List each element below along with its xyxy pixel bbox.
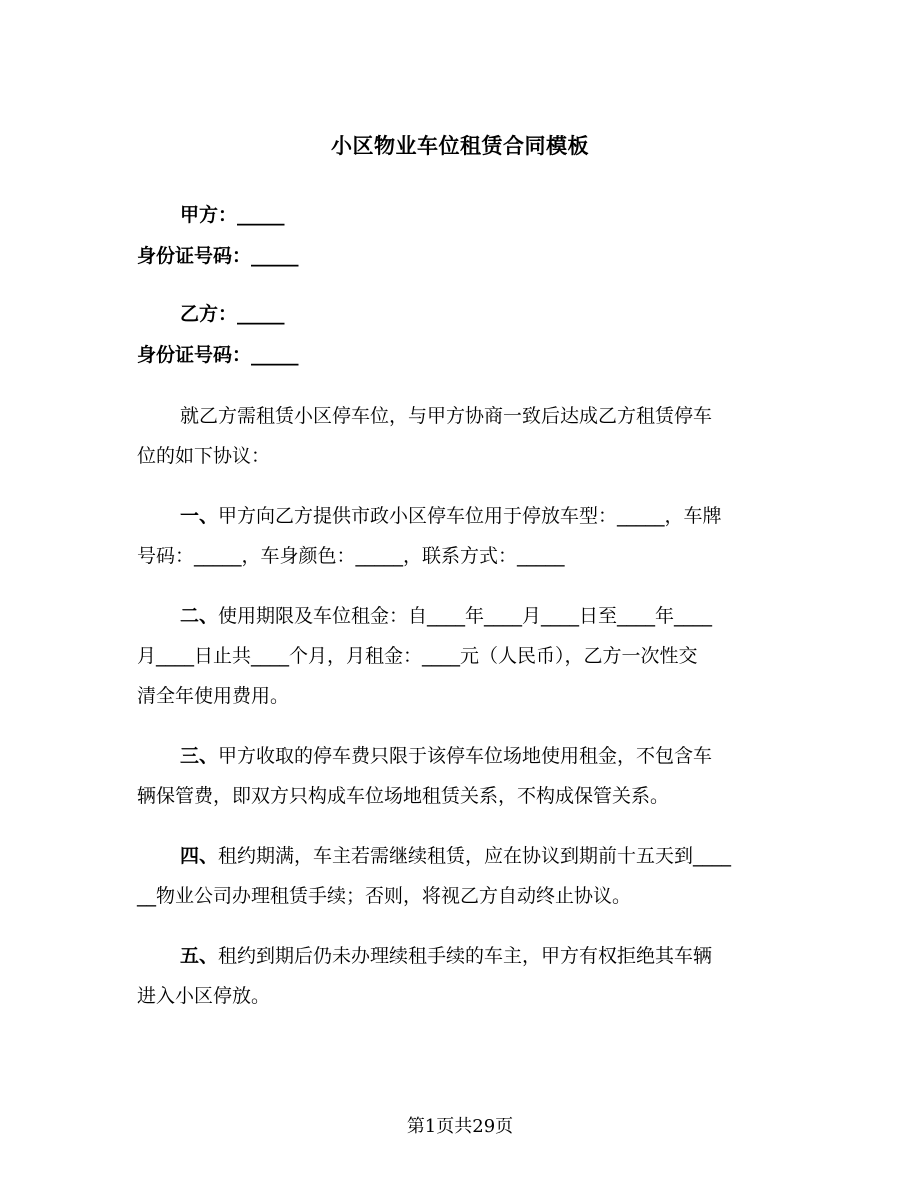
party-b-line [180, 301, 285, 327]
clause-2-line-1 [180, 603, 712, 629]
clause-2-number: 二、 [180, 605, 219, 627]
party-b-id-label: 身份证号码： [137, 344, 252, 366]
party-a-id-label: 身份证号码： [137, 245, 252, 267]
clause-1-line-2: 号码：_____，车身颜色：_____，联系方式：_____ [137, 545, 565, 567]
clause-2-line-2: 月____日止共____个月，月租金：____元（人民币），乙方一次性交 [137, 645, 698, 667]
party-a-line [180, 202, 285, 228]
clause-1-number: 一、 [180, 505, 219, 527]
clause-2-text: 使用期限及车位租金：自____年____月____日至____年____ [218, 605, 713, 627]
clause-5-text: 租约到期后仍未办理续租手续的车主，甲方有权拒绝其车辆 [218, 945, 713, 967]
intro-line-1: 就乙方需租赁小区停车位，与甲方协商一致后达成乙方租赁停车 [180, 405, 713, 427]
clause-3-number: 三、 [180, 745, 219, 767]
clause-5-number: 五、 [180, 945, 219, 967]
clause-1-line-1 [180, 503, 722, 529]
clause-3-text: 甲方收取的停车费只限于该停车位场地使用租金，不包含车 [218, 745, 713, 767]
party-a-id-blank: _____ [251, 245, 299, 267]
intro-line-2: 位的如下协议： [137, 445, 271, 467]
clause-2-line-3: 清全年使用费用。 [137, 685, 290, 707]
party-b-id-line [137, 342, 299, 368]
party-b-blank: _____ [237, 303, 285, 325]
party-b-label: 乙方： [180, 303, 238, 325]
clause-5-line-2: 进入小区停放。 [137, 985, 271, 1007]
document-title: 小区物业车位租赁合同模板 [331, 134, 589, 158]
party-a-label: 甲方： [180, 204, 238, 226]
clause-4-number: 四、 [180, 845, 219, 867]
clause-4-line-1 [180, 843, 731, 869]
clause-4-text: 租约期满，车主若需继续租赁，应在协议到期前十五天到____ [218, 845, 732, 867]
party-b-id-blank: _____ [251, 344, 299, 366]
clause-1-text: 甲方向乙方提供市政小区停车位用于停放车型：_____，车牌 [218, 505, 722, 527]
clause-5-line-1 [180, 943, 712, 969]
clause-4-line-2: __物业公司办理租赁手续；否则，将视乙方自动终止协议。 [137, 885, 632, 907]
party-a-blank: _____ [237, 204, 285, 226]
party-a-id-line [137, 243, 299, 269]
page-number-footer: 第1页共29页 [406, 1116, 514, 1137]
clause-3-line-2: 辆保管费，即双方只构成车位场地租赁关系，不构成保管关系。 [137, 785, 670, 807]
clause-3-line-1 [180, 743, 712, 769]
